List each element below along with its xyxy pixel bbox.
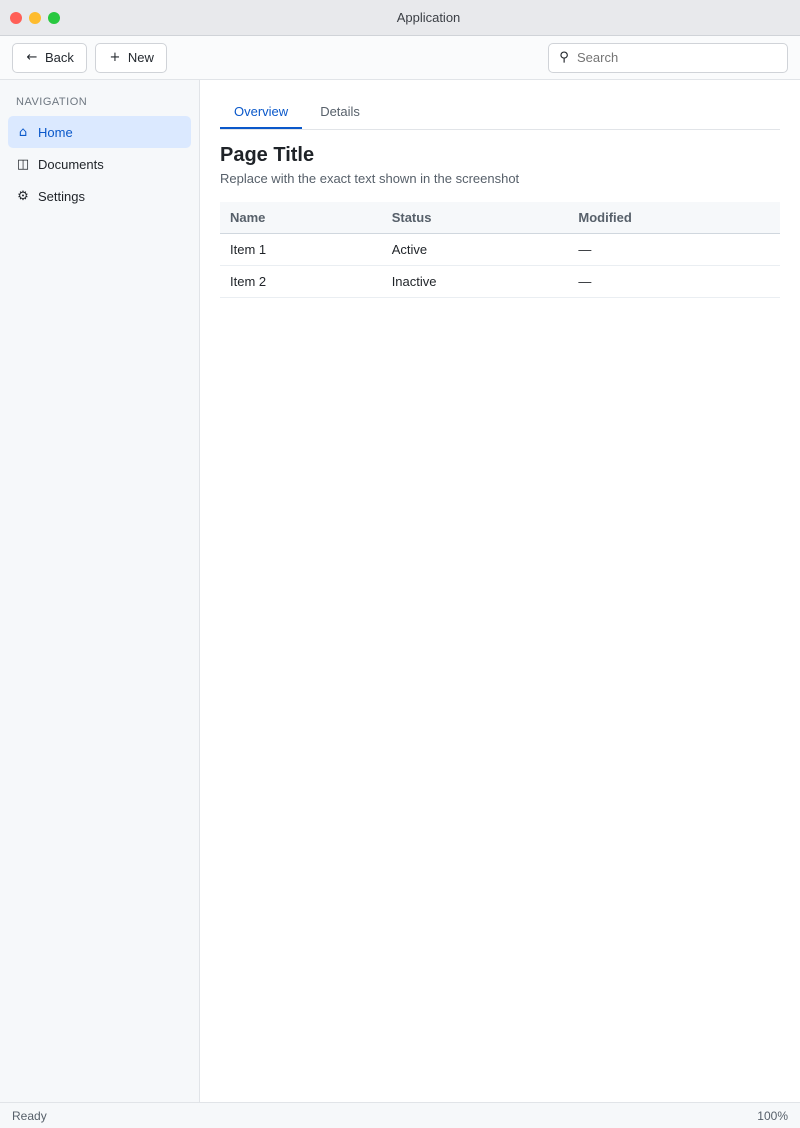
sidebar-item-home[interactable] [8,116,191,148]
table-cell: Active [382,234,569,266]
sidebar-item-settings[interactable] [8,180,191,212]
tab-overview[interactable]: Overview [220,96,302,129]
tab-details[interactable]: Details [320,104,360,119]
plus-icon: + [109,50,121,65]
zoom-level: 100% [757,1108,788,1123]
table-cell: — [568,266,780,298]
column-header[interactable]: Modified [568,202,780,234]
close-window-button[interactable] [10,12,22,24]
table-cell: Item 2 [220,266,382,298]
table-cell: — [568,234,780,266]
home-icon: ⌂ [18,124,28,140]
arrow-left-icon: ← [26,50,38,65]
minimize-window-button[interactable] [29,12,41,24]
search-icon: ⚲ [559,50,569,65]
sidebar [0,80,200,1102]
column-header[interactable]: Status [382,202,569,234]
sidebar-item-label: Settings [38,188,85,204]
new-button[interactable] [95,43,167,73]
table-cell: Inactive [382,266,569,298]
main-panel [200,80,800,1102]
sidebar-heading: NAVIGATION [16,96,88,108]
table-row[interactable] [220,266,780,298]
table-cell: Item 1 [220,234,382,266]
title-bar [0,0,800,36]
status-bar [0,1102,800,1128]
search-box [548,43,788,73]
folder-icon: ◫ [16,156,30,172]
sidebar-item-label: Documents [38,156,104,172]
page-title: Page Title [220,144,315,166]
page-subtitle: Replace with the exact text shown in the screenshot [220,171,520,186]
gear-icon: ⚙ [17,188,29,204]
status-text: Ready [12,1108,47,1123]
back-button-label: Back [45,50,74,65]
window-title: Application [396,10,461,25]
data-table [220,202,780,298]
back-button[interactable] [12,43,87,73]
table-header-row [220,202,780,234]
toolbar [0,36,800,80]
sidebar-item-documents[interactable] [8,148,191,180]
sidebar-item-label: Home [38,124,73,140]
search-input[interactable] [577,50,779,65]
column-header[interactable]: Name [220,202,382,234]
table-row[interactable] [220,234,780,266]
maximize-window-button[interactable] [48,12,60,24]
tab-bar [220,96,780,130]
content-area [0,80,800,1102]
new-button-label: New [127,50,154,65]
